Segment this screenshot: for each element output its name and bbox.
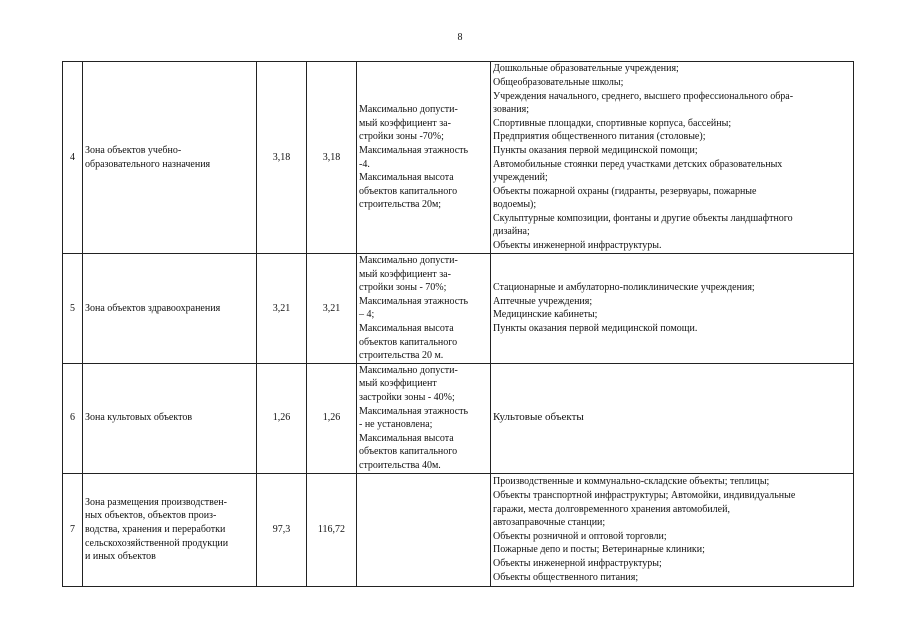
param-line: Максимальная этажность (359, 144, 469, 156)
param-line: застройки зоны - 40%; (359, 392, 455, 404)
zone-area-total: 116,72 (307, 473, 357, 586)
zone-name-line: образовательного назначения (85, 158, 211, 170)
use-line: Культовые объекты (493, 411, 584, 424)
param-line: строительства 20 м. (359, 350, 444, 362)
use-line: Объекты общественного питания; (493, 571, 639, 583)
zone-name-line: ных объектов, объектов произ- (85, 510, 217, 522)
param-line: объектов капитального (359, 446, 458, 458)
use-line: Объекты пожарной охраны (гидранты, резервуары, пожарные (493, 185, 757, 197)
zone-area-total: 1,26 (307, 363, 357, 473)
page-number: 8 (457, 32, 463, 43)
zone-area: 97,3 (257, 473, 307, 586)
use-line: Спортивные площадки, спортивные корпуса, бассейны; (493, 117, 732, 129)
zone-area: 1,26 (257, 363, 307, 473)
param-line: объектов капитального (359, 185, 458, 197)
param-line: Максимально допусти- (359, 104, 458, 116)
use-line: Пункты оказания первой медицинской помощи. (493, 322, 698, 334)
use-line: автозаправочные станции; (493, 517, 606, 529)
table-row (63, 254, 854, 364)
use-line: учреждений; (493, 172, 548, 184)
param-line: мый коэффициент (359, 378, 437, 390)
zone-parameters (357, 363, 491, 473)
zone-parameters (357, 473, 491, 586)
use-line: Дошкольные образовательные учреждения; (493, 63, 679, 75)
zone-number: 7 (63, 473, 83, 586)
use-line: зования; (493, 104, 530, 116)
zones-table (62, 61, 854, 587)
zone-number: 5 (63, 254, 83, 364)
table-row (63, 363, 854, 473)
zone-area-total: 3,18 (307, 62, 357, 254)
param-line: Максимальная высота (359, 432, 454, 444)
param-line: строительства 40м. (359, 460, 441, 472)
zone-permitted-uses (491, 254, 854, 364)
zone-permitted-uses (491, 363, 854, 473)
zone-parameters (357, 254, 491, 364)
param-line: - не установлена; (359, 419, 433, 431)
zone-name-line: Зона культовых объектов (85, 412, 193, 424)
use-line: Скульптурные композиции, фонтаны и другие объекты ландшафтного (493, 212, 793, 224)
zone-name-line: сельскохозяйственной продукции (85, 537, 229, 549)
zone-name-line: Зона объектов здравоохранения (85, 302, 221, 314)
use-line: Объекты инженерной инфраструктуры; (493, 557, 662, 569)
param-line: Максимальная высота (359, 322, 454, 334)
use-line: Медицинские кабинеты; (493, 309, 598, 321)
zone-permitted-uses (491, 473, 854, 586)
param-line: объектов капитального (359, 336, 458, 348)
use-line: Производственные и коммунально-складские объекты; теплицы; (493, 476, 770, 488)
use-line: Стационарные и амбулаторно-поликлинические учреждения; (493, 282, 755, 294)
param-line: – 4; (359, 309, 375, 321)
use-line: гаражи, места долговременного хранения автомобилей, (493, 503, 730, 515)
zone-parameters (357, 62, 491, 254)
param-line: стройки зоны - 70%; (359, 282, 447, 294)
param-line: Максимальная этажность (359, 295, 469, 307)
param-line: Максимально допусти- (359, 255, 458, 266)
param-line: строительства 20м; (359, 199, 442, 211)
use-line: Пункты оказания первой медицинской помощи; (493, 144, 698, 156)
zone-number: 4 (63, 62, 83, 254)
zone-name (83, 62, 257, 254)
zone-area: 3,21 (257, 254, 307, 364)
use-line: Объекты транспортной инфраструктуры; Автомойки, индивидуальные (493, 489, 796, 501)
use-line: Автомобильные стоянки перед участками детских образовательных (493, 158, 783, 170)
param-line: мый коэффициент за- (359, 117, 451, 129)
param-line: Максимальная этажность (359, 405, 469, 417)
use-line: Предприятия общественного питания (столовые); (493, 131, 706, 143)
param-line: стройки зоны -70%; (359, 131, 444, 143)
use-line: Объекты инженерной инфраструктуры. (493, 240, 662, 252)
table-row (63, 473, 854, 586)
use-line: Аптечные учреждения; (493, 295, 593, 307)
zone-name-line: и иных объектов (85, 551, 156, 563)
table-row (63, 62, 854, 254)
use-line: водоемы); (493, 199, 537, 211)
zone-area: 3,18 (257, 62, 307, 254)
use-line: дизайна; (493, 226, 530, 238)
use-line: Объекты розничной и оптовой торговли; (493, 530, 667, 542)
zone-name (83, 254, 257, 364)
param-line: -4. (359, 158, 370, 170)
zone-name (83, 473, 257, 586)
zone-permitted-uses (491, 62, 854, 254)
zone-name-line: Зона объектов учебно- (85, 144, 182, 156)
zone-number: 6 (63, 363, 83, 473)
param-line: мый коэффициент за- (359, 268, 451, 280)
param-line: Максимально допусти- (359, 364, 458, 376)
param-line: Максимальная высота (359, 172, 454, 184)
use-line: Учреждения начального, среднего, высшего профессионального обра- (493, 90, 794, 102)
zone-area-total: 3,21 (307, 254, 357, 364)
use-line: Пожарные депо и посты; Ветеринарные клиники; (493, 544, 705, 556)
zone-name-line: Зона размещения производствен- (85, 496, 227, 508)
zone-name (83, 363, 257, 473)
zone-name-line: водства, хранения и переработки (85, 523, 226, 535)
use-line: Общеобразовательные школы; (493, 76, 624, 88)
